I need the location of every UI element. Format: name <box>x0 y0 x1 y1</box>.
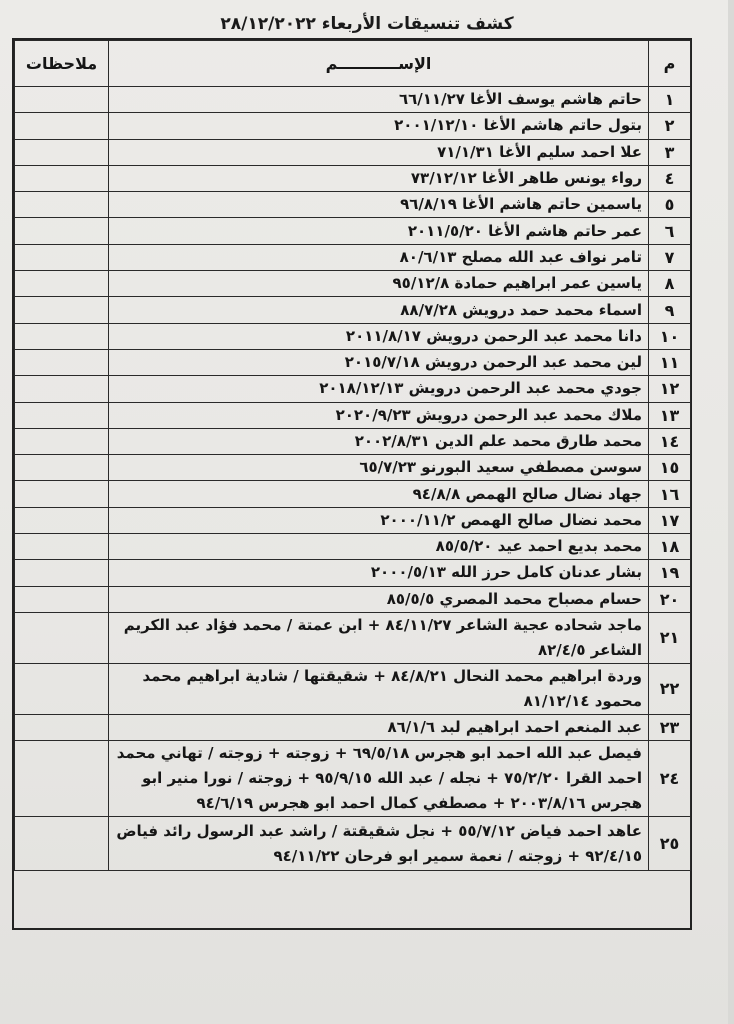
row-number: ١٧ <box>649 507 691 533</box>
row-notes <box>15 349 109 375</box>
row-name: عمر حاتم هاشم الأغا ٢٠١١/٥/٢٠ <box>109 218 649 244</box>
row-name: محمد بديع احمد عيد ٨٥/٥/٢٠ <box>109 534 649 560</box>
table-row <box>15 534 691 560</box>
row-notes <box>15 165 109 191</box>
table-row <box>15 349 691 375</box>
row-notes <box>15 586 109 612</box>
table-row <box>15 612 691 663</box>
table-row <box>15 481 691 507</box>
row-number: ١٢ <box>649 376 691 402</box>
table-row <box>15 323 691 349</box>
table-row <box>15 87 691 113</box>
row-name: بتول حاتم هاشم الأغا ٢٠٠١/١٢/١٠ <box>109 113 649 139</box>
row-notes <box>15 481 109 507</box>
row-number: ٤ <box>649 165 691 191</box>
row-notes <box>15 507 109 533</box>
header-notes: ملاحظات <box>15 41 109 87</box>
row-number: ٢١ <box>649 612 691 663</box>
table-row <box>15 455 691 481</box>
row-name: حاتم هاشم يوسف الأغا ٦٦/١١/٢٧ <box>109 87 649 113</box>
table-row <box>15 560 691 586</box>
header-number: م <box>649 41 691 87</box>
row-name: وردة ابراهيم محمد النحال ٨٤/٨/٢١ + شقيقتها / شادية ابراهيم محمد محمود ٨١/١٢/١٤ <box>109 663 649 714</box>
table-row <box>15 586 691 612</box>
row-notes <box>15 113 109 139</box>
row-name: جودي محمد عبد الرحمن درويش ٢٠١٨/١٢/١٣ <box>109 376 649 402</box>
row-name: محمد طارق محمد علم الدين ٢٠٠٢/٨/٣١ <box>109 428 649 454</box>
row-number: ١٤ <box>649 428 691 454</box>
row-name: لين محمد عبد الرحمن درويش ٢٠١٥/٧/١٨ <box>109 349 649 375</box>
row-notes <box>15 663 109 714</box>
table-row <box>15 817 691 871</box>
row-notes <box>15 402 109 428</box>
row-name: اسماء محمد حمد درويش ٨٨/٧/٢٨ <box>109 297 649 323</box>
table-row <box>15 741 691 817</box>
row-notes <box>15 139 109 165</box>
row-number: ٢٥ <box>649 817 691 871</box>
row-name: ياسمين حاتم هاشم الأغا ٩٦/٨/١٩ <box>109 192 649 218</box>
row-name: محمد نضال صالح الهمص ٢٠٠٠/١١/٢ <box>109 507 649 533</box>
table-row <box>15 113 691 139</box>
row-notes <box>15 323 109 349</box>
row-name: بشار عدنان كامل حرز الله ٢٠٠٠/٥/١٣ <box>109 560 649 586</box>
row-notes <box>15 87 109 113</box>
table-row <box>15 402 691 428</box>
row-notes <box>15 534 109 560</box>
row-name: علا احمد سليم الأغا ٧١/١/٣١ <box>109 139 649 165</box>
row-number: ٩ <box>649 297 691 323</box>
table-row <box>15 271 691 297</box>
row-number: ٢٠ <box>649 586 691 612</box>
table-row <box>15 218 691 244</box>
row-notes <box>15 218 109 244</box>
table-header-row <box>15 41 691 87</box>
row-notes <box>15 192 109 218</box>
row-number: ٣ <box>649 139 691 165</box>
table-row <box>15 507 691 533</box>
row-name: ملاك محمد عبد الرحمن درويش ٢٠٢٠/٩/٢٣ <box>109 402 649 428</box>
row-number: ١١ <box>649 349 691 375</box>
table-row <box>15 663 691 714</box>
row-name: دانا محمد عبد الرحمن درويش ٢٠١١/٨/١٧ <box>109 323 649 349</box>
row-number: ١٥ <box>649 455 691 481</box>
table-row <box>15 714 691 740</box>
row-notes <box>15 612 109 663</box>
row-notes <box>15 741 109 817</box>
row-number: ٨ <box>649 271 691 297</box>
row-notes <box>15 428 109 454</box>
page-title: كشف تنسيقات الأربعاء ٢٨/١٢/٢٠٢٢ <box>220 14 514 34</box>
row-notes <box>15 560 109 586</box>
table-row <box>15 139 691 165</box>
row-number: ٢٤ <box>649 741 691 817</box>
row-name: ياسين عمر ابراهيم حمادة ٩٥/١٢/٨ <box>109 271 649 297</box>
row-name: تامر نواف عبد الله مصلح ٨٠/٦/١٣ <box>109 244 649 270</box>
row-name: سوسن مصطفي سعيد البورنو ٦٥/٧/٢٣ <box>109 455 649 481</box>
row-number: ٢٢ <box>649 663 691 714</box>
table-row <box>15 297 691 323</box>
row-name: عبد المنعم احمد ابراهيم لبد ٨٦/١/٦ <box>109 714 649 740</box>
table-row <box>15 192 691 218</box>
table-row <box>15 428 691 454</box>
header-name: الإســـــــــــم <box>109 41 649 87</box>
names-table <box>14 40 691 871</box>
row-notes <box>15 271 109 297</box>
row-notes <box>15 297 109 323</box>
list-table-frame <box>12 38 692 930</box>
table-row <box>15 165 691 191</box>
row-name: حسام مصباح محمد المصري ٨٥/٥/٥ <box>109 586 649 612</box>
row-name: فيصل عبد الله احمد ابو هجرس ٦٩/٥/١٨ + زوجته + زوجته / تهاني محمد احمد القرا ٧٥/٢/٢٠ + نجله / عبد الله ٩٥/٩/١٥ + زوجته / نورا منير ابو هجرس ٢٠٠٣/٨/١٦ + مصطفي كمال احمد ابو هجرس ٩٤/٦/١٩ <box>109 741 649 817</box>
row-number: ٢ <box>649 113 691 139</box>
row-name: ماجد شحاده عجية الشاعر ٨٤/١١/٢٧ + ابن عمتة / محمد فؤاد عبد الكريم الشاعر ٨٢/٤/٥ <box>109 612 649 663</box>
row-number: ١٩ <box>649 560 691 586</box>
row-name: عاهد احمد فياض ٥٥/٧/١٢ + نجل شقيقتة / راشد عبد الرسول رائد فياض ٩٢/٤/١٥ + زوجته / نعمة سمير ابو فرحان ٩٤/١١/٢٢ <box>109 817 649 871</box>
row-number: ٢٣ <box>649 714 691 740</box>
row-number: ٧ <box>649 244 691 270</box>
table-row <box>15 244 691 270</box>
row-number: ١٣ <box>649 402 691 428</box>
row-notes <box>15 244 109 270</box>
row-notes <box>15 455 109 481</box>
row-notes <box>15 376 109 402</box>
row-notes <box>15 817 109 871</box>
row-number: ١٨ <box>649 534 691 560</box>
row-number: ٦ <box>649 218 691 244</box>
row-number: ١٠ <box>649 323 691 349</box>
row-number: ٥ <box>649 192 691 218</box>
row-name: جهاد نضال صالح الهمص ٩٤/٨/٨ <box>109 481 649 507</box>
row-number: ١٦ <box>649 481 691 507</box>
row-name: رواء يونس طاهر الأغا ٧٣/١٢/١٢ <box>109 165 649 191</box>
row-notes <box>15 714 109 740</box>
table-row <box>15 376 691 402</box>
row-number: ١ <box>649 87 691 113</box>
